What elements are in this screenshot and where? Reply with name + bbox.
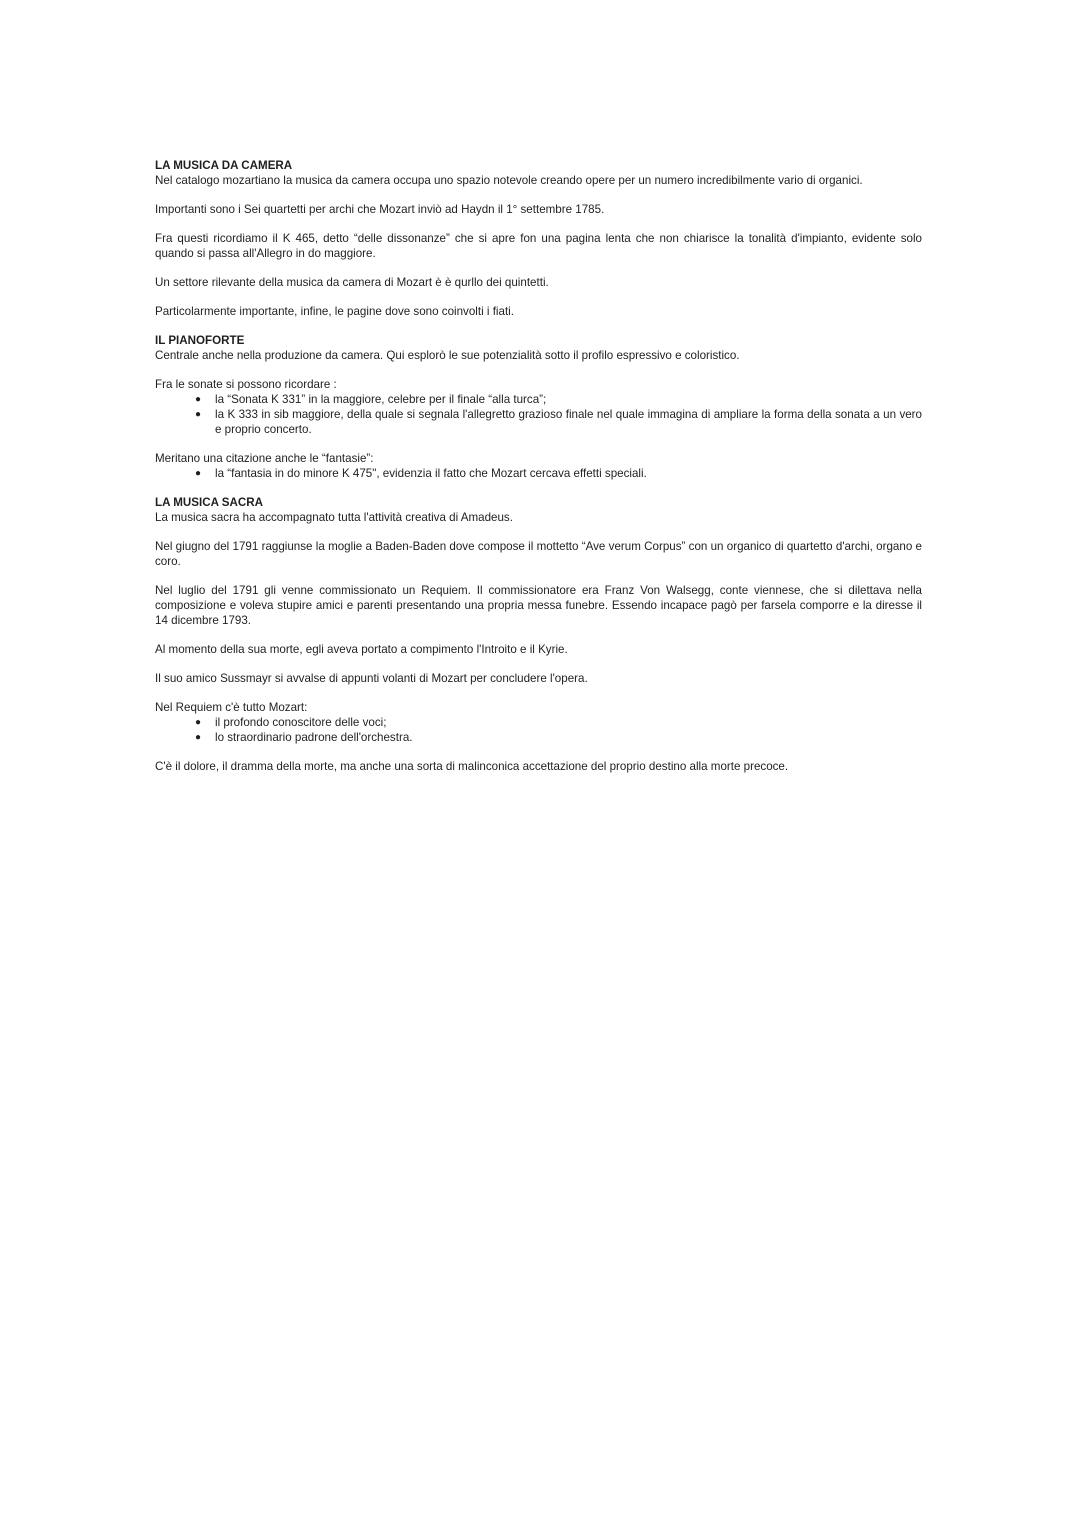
paragraph: Il suo amico Sussmayr si avvalse di appunti volanti di Mozart per concludere l'opera. xyxy=(155,672,588,685)
sonate-list xyxy=(155,392,922,437)
fantasie-list xyxy=(155,466,922,481)
list-item-text: la K 333 in sib maggiore, della quale si segnala l'allegretto grazioso finale nel quale immagina di ampliare la forma della sonata a un vero e proprio concerto. xyxy=(215,408,922,436)
list-item xyxy=(195,730,922,745)
paragraph: Fra questi ricordiamo il K 465, detto “delle dissonanze” che si apre fon una pagina lenta che non chiarisce la tonalità d'impianto, evidente solo quando si passa all'Allegro in do maggiore. xyxy=(155,232,922,260)
section-musica-da-camera xyxy=(155,158,922,319)
list-intro: Fra le sonate si possono ricordare : xyxy=(155,378,337,391)
list-item xyxy=(195,715,922,730)
paragraph: Al momento della sua morte, egli aveva portato a compimento l'Introito e il Kyrie. xyxy=(155,643,568,656)
list-item-text: la “fantasia in do minore K 475", evidenzia il fatto che Mozart cercava effetti speciali. xyxy=(215,467,647,480)
document-page xyxy=(155,158,922,788)
section-heading: LA MUSICA SACRA xyxy=(155,496,263,509)
section-heading: LA MUSICA DA CAMERA xyxy=(155,159,293,172)
bullet-icon: ● xyxy=(195,468,202,479)
section-pianoforte xyxy=(155,333,922,481)
bullet-icon: ● xyxy=(195,394,202,405)
paragraph: Importanti sono i Sei quartetti per archi che Mozart inviò ad Haydn il 1° settembre 1785. xyxy=(155,203,605,216)
list-item-text: la “Sonata K 331” in la maggiore, celebre per il finale “alla turca”; xyxy=(215,393,547,406)
list-item xyxy=(195,392,922,407)
list-intro: Nel Requiem c'è tutto Mozart: xyxy=(155,701,308,714)
list-item-text: il profondo conoscitore delle voci; xyxy=(215,716,387,729)
paragraph: Nel giugno del 1791 raggiunse la moglie a Baden-Baden dove compose il mottetto “Ave verum Corpus” con un organico di quartetto d'archi, organo e coro. xyxy=(155,540,922,568)
bullet-icon: ● xyxy=(195,732,202,743)
paragraph: Particolarmente importante, infine, le pagine dove sono coinvolti i fiati. xyxy=(155,305,514,318)
list-item xyxy=(195,466,922,481)
section-heading: IL PIANOFORTE xyxy=(155,334,245,347)
requiem-list xyxy=(155,715,922,745)
bullet-icon: ● xyxy=(195,717,202,728)
paragraph: Nel luglio del 1791 gli venne commissionato un Requiem. Il commissionatore era Franz Von Walsegg, conte viennese, che si dilettava nella composizione e voleva stupire amici e parenti presentando una propria messa funebre. Essendo incapace pagò per farsela comporre e la diresse il 14 dicembre 1793. xyxy=(155,584,922,627)
paragraph: La musica sacra ha accompagnato tutta l'attività creativa di Amadeus. xyxy=(155,511,513,524)
paragraph: C'è il dolore, il dramma della morte, ma anche una sorta di malinconica accettazione del proprio destino alla morte precoce. xyxy=(155,760,789,773)
paragraph: Centrale anche nella produzione da camera. Qui esplorò le sue potenzialità sotto il profilo espressivo e coloristico. xyxy=(155,349,740,362)
paragraph: Un settore rilevante della musica da camera di Mozart è è qurllo dei quintetti. xyxy=(155,276,549,289)
list-intro: Meritano una citazione anche le “fantasie”: xyxy=(155,452,374,465)
section-musica-sacra xyxy=(155,495,922,774)
bullet-icon: ● xyxy=(195,409,202,420)
list-item-text: lo straordinario padrone dell'orchestra. xyxy=(215,731,413,744)
list-item xyxy=(155,407,922,437)
paragraph: Nel catalogo mozartiano la musica da camera occupa uno spazio notevole creando opere per un numero incredibilmente vario di organici. xyxy=(155,174,863,187)
